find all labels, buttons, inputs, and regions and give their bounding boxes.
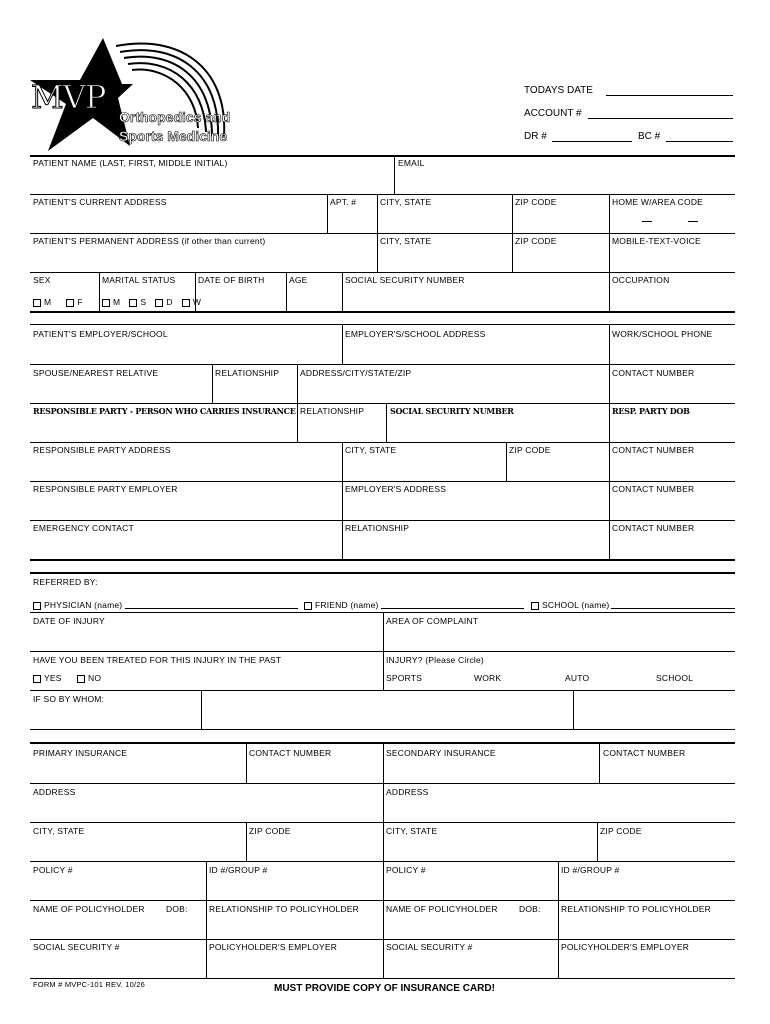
primary-address-label: ADDRESS [33, 787, 76, 797]
insurance-card-notice: MUST PROVIDE COPY OF INSURANCE CARD! [274, 983, 495, 994]
address-csz-label: ADDRESS/CITY/STATE/ZIP [300, 368, 412, 378]
spouse-label: SPOUSE/NEAREST RELATIVE [33, 368, 159, 378]
primary-insurance-label: PRIMARY INSURANCE [33, 748, 128, 758]
marital-w-checkbox[interactable] [182, 299, 190, 307]
zip-label: ZIP CODE [515, 197, 557, 207]
resp-contact2-label: CONTACT NUMBER [612, 484, 695, 494]
account-label: ACCOUNT # [524, 108, 582, 119]
injury-sports[interactable]: SPORTS [386, 673, 422, 683]
relationship-label: RELATIONSHIP [215, 368, 280, 378]
logo-brand: MVP [31, 78, 106, 116]
physician-checkbox[interactable] [33, 602, 41, 610]
todays-date-label: TODAYS DATE [524, 85, 593, 96]
form-number: FORM # MVPC-101 REV. 10/26 [33, 980, 146, 989]
apt-label: APT. # [330, 197, 357, 207]
emergency-rel-label: RELATIONSHIP [345, 523, 410, 533]
zip-label-2: ZIP CODE [515, 236, 557, 246]
dr-field[interactable] [552, 141, 632, 142]
responsible-party-label: RESPONSIBLE PARTY - PERSON WHO CARRIES INSURANCE [33, 406, 296, 416]
primary-zip-label: ZIP CODE [249, 826, 291, 836]
resp-contact-label: CONTACT NUMBER [612, 445, 695, 455]
marital-m-checkbox[interactable] [102, 299, 110, 307]
resp-zip-label: ZIP CODE [509, 445, 551, 455]
resp-employer-address-label: EMPLOYER'S ADDRESS [345, 484, 447, 494]
physician-field[interactable] [125, 608, 298, 609]
secondary-group-label: ID #/GROUP # [561, 865, 620, 875]
emergency-label: EMERGENCY CONTACT [33, 523, 134, 533]
sex-f-checkbox[interactable] [66, 299, 74, 307]
sex-options: M F [33, 297, 83, 307]
primary-group-label: ID #/GROUP # [209, 865, 268, 875]
resp-dob-label: RESP. PARTY DOB [612, 406, 690, 416]
resp-relationship-label: RELATIONSHIP [300, 406, 365, 416]
no-checkbox[interactable] [77, 675, 85, 683]
todays-date-field[interactable] [606, 95, 733, 96]
mobile-label: MOBILE-TEXT-VOICE [612, 236, 701, 246]
marital-d-checkbox[interactable] [155, 299, 163, 307]
school-field[interactable] [611, 608, 735, 609]
mvp-logo [28, 36, 233, 156]
complaint-label: AREA OF COMPLAINT [386, 616, 479, 626]
secondary-address-label: ADDRESS [386, 787, 429, 797]
friend-option: FRIEND (name) [304, 600, 379, 610]
primary-rel-label: RELATIONSHIP TO POLICYHOLDER [209, 904, 359, 914]
marital-s-checkbox[interactable] [129, 299, 137, 307]
injury-school[interactable]: SCHOOL [656, 673, 694, 683]
secondary-employer-label: POLICYHOLDER'S EMPLOYER [561, 942, 690, 952]
employer-label: PATIENT'S EMPLOYER/SCHOOL [33, 329, 168, 339]
injury-label: INJURY? (Please Circle) [386, 655, 484, 665]
secondary-insurance-label: SECONDARY INSURANCE [386, 748, 496, 758]
primary-city-label: CITY, STATE [33, 826, 85, 836]
secondary-holder-label: NAME OF POLICYHOLDER [386, 904, 498, 914]
employer-address-label: EMPLOYER'S/SCHOOL ADDRESS [345, 329, 486, 339]
home-phone-label: HOME W/AREA CODE [612, 197, 704, 207]
logo-line1: Orthopedics and [119, 109, 231, 125]
school-option: SCHOOL (name) [531, 600, 609, 610]
primary-contact-label: CONTACT NUMBER [249, 748, 332, 758]
secondary-dob-label: DOB: [519, 904, 541, 914]
primary-dob-label: DOB: [166, 904, 188, 914]
current-address-label: PATIENT'S CURRENT ADDRESS [33, 197, 167, 207]
permanent-address-label: PATIENT'S PERMANENT ADDRESS (if other than current) [33, 236, 266, 246]
email-label: EMAIL [398, 158, 425, 168]
marital-options: M S D W [102, 297, 201, 307]
referred-by-label: REFERRED BY: [33, 577, 98, 587]
marital-label: MARITAL STATUS [102, 275, 176, 285]
sex-label: SEX [33, 275, 51, 285]
school-checkbox[interactable] [531, 602, 539, 610]
physician-option: PHYSICIAN (name) [33, 600, 122, 610]
account-field[interactable] [588, 118, 733, 119]
patient-name-label: PATIENT NAME (LAST, FIRST, MIDDLE INITIAL) [33, 158, 228, 168]
yes-checkbox[interactable] [33, 675, 41, 683]
bc-field[interactable] [666, 141, 733, 142]
resp-address-label: RESPONSIBLE PARTY ADDRESS [33, 445, 171, 455]
age-label: AGE [289, 275, 308, 285]
resp-employer-label: RESPONSIBLE PARTY EMPLOYER [33, 484, 178, 494]
city-state-label: CITY, STATE [380, 197, 432, 207]
secondary-policy-label: POLICY # [386, 865, 426, 875]
primary-employer-label: POLICYHOLDER'S EMPLOYER [209, 942, 338, 952]
primary-ssn-label: SOCIAL SECURITY # [33, 942, 120, 952]
dr-label: DR # [524, 131, 547, 142]
friend-field[interactable] [381, 608, 524, 609]
yes-option: YES [33, 673, 62, 683]
city-state-label-2: CITY, STATE [380, 236, 432, 246]
resp-ssn-label: SOCIAL SECURITY NUMBER [390, 406, 514, 416]
contact-number-label: CONTACT NUMBER [612, 368, 695, 378]
by-whom-label: IF SO BY WHOM: [33, 694, 105, 704]
secondary-zip-label: ZIP CODE [600, 826, 642, 836]
secondary-city-label: CITY, STATE [386, 826, 438, 836]
emergency-contact-label: CONTACT NUMBER [612, 523, 695, 533]
work-phone-label: WORK/SCHOOL PHONE [612, 329, 713, 339]
no-option: NO [77, 673, 101, 683]
dob-label: DATE OF BIRTH [198, 275, 265, 285]
primary-holder-label: NAME OF POLICYHOLDER [33, 904, 145, 914]
secondary-ssn-label: SOCIAL SECURITY # [386, 942, 473, 952]
sex-m-checkbox[interactable] [33, 299, 41, 307]
logo-line2: Sports Medicine [119, 128, 228, 144]
bc-label: BC # [638, 131, 661, 142]
primary-policy-label: POLICY # [33, 865, 73, 875]
secondary-contact-label: CONTACT NUMBER [603, 748, 686, 758]
ssn-label: SOCIAL SECURITY NUMBER [345, 275, 465, 285]
friend-checkbox[interactable] [304, 602, 312, 610]
date-injury-label: DATE OF INJURY [33, 616, 105, 626]
resp-city-label: CITY, STATE [345, 445, 397, 455]
treated-label: HAVE YOU BEEN TREATED FOR THIS INJURY IN THE PAST [33, 655, 282, 665]
occupation-label: OCCUPATION [612, 275, 670, 285]
injury-work[interactable]: WORK [474, 673, 502, 683]
secondary-rel-label: RELATIONSHIP TO POLICYHOLDER [561, 904, 711, 914]
injury-auto[interactable]: AUTO [565, 673, 590, 683]
